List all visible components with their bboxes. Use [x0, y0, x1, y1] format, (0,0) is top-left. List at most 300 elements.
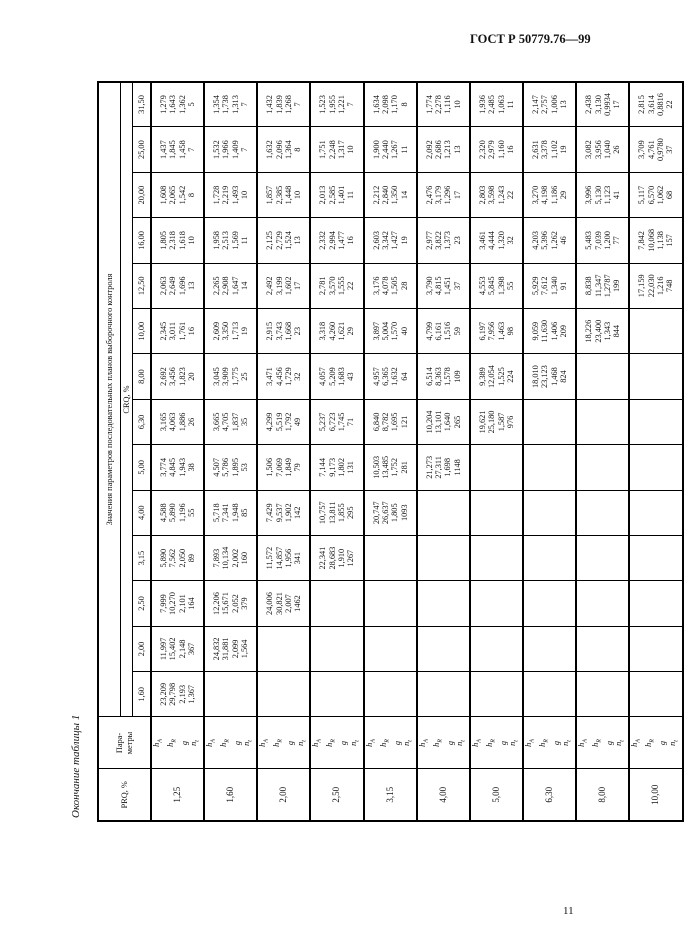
cell-value: 1,683 [337, 367, 347, 386]
cell-value: 1,062 [655, 185, 665, 205]
empty-cell [417, 581, 470, 626]
table-cell [204, 308, 257, 353]
table-cell [151, 218, 204, 263]
param-label [605, 718, 614, 769]
crq-column-label: 6,30 [133, 399, 152, 444]
cell-value: 5,483 [584, 231, 594, 250]
cell-value: 20 [186, 372, 196, 381]
param-label [591, 718, 605, 769]
params-cell [364, 717, 417, 769]
cell-value: 1,243 [496, 185, 506, 205]
param-symbol: g [392, 740, 402, 746]
empty-cell [257, 672, 310, 717]
cell-value: 1,123 [602, 185, 612, 205]
param-subscript: A [210, 739, 217, 743]
cell-value: 1,839 [274, 95, 284, 114]
cell-value: 23 [293, 327, 303, 336]
cell-value: 2,332 [318, 231, 328, 250]
sequential-sampling-plans-table [97, 81, 684, 822]
cell-value: 131 [346, 461, 356, 474]
cell-value: 46 [558, 236, 568, 245]
param-label [485, 718, 499, 769]
cell-value: 1,958 [212, 231, 222, 250]
cell-value: 2,098 [380, 95, 390, 114]
prq-value: 5,00 [470, 769, 523, 821]
cell-value: 1,477 [337, 231, 347, 250]
table-cell [523, 127, 576, 172]
params-cell [629, 717, 682, 769]
cell-value: 1,936 [477, 95, 487, 114]
empty-cell [310, 626, 363, 671]
param-symbol: n [614, 741, 624, 746]
cell-value: 71 [346, 417, 356, 427]
param-symbol: h [311, 742, 321, 747]
cell-value: 38 [186, 463, 196, 472]
cell-value: 3,130 [593, 95, 603, 114]
table-cell [629, 263, 682, 308]
table-cell [417, 399, 470, 444]
param-subscript: R [543, 739, 550, 743]
table-cell [470, 172, 523, 217]
cell-value: 41 [612, 190, 622, 200]
cell-value: 1,647 [230, 276, 240, 296]
cell-value: 1,216 [655, 276, 665, 296]
empty-cell [523, 581, 576, 626]
table-cell [204, 626, 257, 671]
param-symbol: g [286, 740, 296, 746]
param-label [233, 718, 242, 769]
cell-value: 1,955 [327, 95, 337, 114]
table-cell [523, 82, 576, 127]
cell-value: 2,686 [434, 140, 444, 159]
cell-value: 91 [558, 281, 568, 290]
param-subscript: t [194, 740, 201, 742]
cell-value: 1,569 [230, 231, 240, 250]
cell-value: 13 [293, 236, 303, 245]
cell-value: 2,476 [424, 185, 434, 205]
param-symbol: h [470, 742, 480, 747]
cell-value: 2,385 [274, 185, 284, 205]
cell-value: 17 [452, 190, 462, 200]
cell-value: 23,123 [540, 365, 550, 388]
cell-value: 1,587 [496, 412, 506, 432]
cell-value: 2,438 [584, 95, 594, 114]
empty-cell [629, 399, 682, 444]
param-label [339, 718, 348, 769]
cell-value: 27,311 [434, 456, 444, 479]
empty-cell [470, 626, 523, 671]
cell-value: 4,815 [434, 276, 444, 296]
cell-value: 18,010 [531, 365, 541, 388]
cell-value: 1,340 [549, 276, 559, 296]
cell-value: 0,9934 [602, 93, 612, 116]
table-cell [151, 263, 204, 308]
cell-value: 2,345 [158, 321, 168, 341]
cell-value: 20,747 [371, 501, 381, 525]
cell-value: 1,761 [177, 321, 187, 341]
param-label [393, 718, 402, 769]
table-cell [576, 172, 629, 217]
cell-value: 2,840 [380, 185, 390, 205]
cell-value: 1,523 [318, 95, 328, 114]
param-symbol: n [454, 741, 464, 746]
table-row [417, 82, 470, 821]
table-cell [629, 218, 682, 263]
param-label [614, 718, 628, 769]
cell-value: 1,432 [265, 95, 275, 114]
cell-value: 11,630 [540, 319, 550, 343]
table-cell [204, 399, 257, 444]
cell-value: 4,845 [168, 458, 178, 477]
table-cell [470, 399, 523, 444]
cell-value: 2,002 [230, 548, 240, 568]
param-label [561, 718, 575, 769]
cell-value: 25 [240, 372, 250, 381]
cell-value: 3,270 [531, 185, 541, 205]
cell-value: 1,695 [390, 412, 400, 432]
table-cell [364, 308, 417, 353]
param-symbol: h [219, 742, 229, 747]
cell-value: 1,857 [265, 185, 275, 205]
cell-value: 1,713 [230, 321, 240, 341]
cell-value: 1,632 [390, 367, 400, 386]
cell-value: 1,506 [265, 458, 275, 477]
cell-value: 1,362 [177, 95, 187, 114]
cell-value: 1,618 [177, 231, 187, 250]
param-label [152, 718, 166, 769]
empty-cell [629, 535, 682, 580]
params-cell [204, 717, 257, 769]
param-subscript: A [263, 739, 270, 743]
cell-value: 64 [399, 372, 409, 381]
cell-value: 37 [452, 281, 462, 290]
cell-value: 3,461 [477, 231, 487, 250]
table-row [310, 82, 363, 821]
empty-cell [629, 490, 682, 535]
cell-value: 1,213 [443, 140, 453, 159]
param-symbol: g [233, 740, 243, 746]
cell-value: 10,270 [168, 592, 178, 615]
cell-value: 1,845 [168, 140, 178, 159]
table-cell [151, 399, 204, 444]
param-label [630, 718, 644, 769]
cell-value: 7 [346, 102, 356, 107]
cell-value: 7,999 [158, 594, 168, 613]
cell-value: 13 [558, 100, 568, 109]
cell-value: 1,451 [443, 276, 453, 296]
cell-value: 1,564 [240, 639, 250, 659]
cell-value: 55 [505, 281, 515, 290]
cell-value: 1,468 [549, 367, 559, 386]
cell-value: 19 [558, 145, 568, 154]
table-cell [470, 354, 523, 399]
cell-value: 4,456 [274, 367, 284, 386]
cell-value: 1093 [399, 504, 409, 522]
cell-value: 2,096 [274, 140, 284, 159]
cell-value: 1,350 [390, 185, 400, 205]
empty-cell [576, 535, 629, 580]
cell-value: 13,811 [327, 501, 337, 524]
crq-column-label: 8,00 [133, 354, 152, 399]
empty-cell [470, 445, 523, 490]
param-label [577, 718, 591, 769]
param-subscript: A [370, 739, 377, 743]
cell-value: 2,318 [168, 231, 178, 250]
empty-cell [629, 308, 682, 353]
table-cell [204, 354, 257, 399]
prq-header: PRQ, % [98, 769, 151, 821]
cell-value: 1,542 [177, 185, 187, 205]
cell-value: 12,054 [487, 365, 497, 388]
param-symbol: g [339, 740, 349, 746]
cell-value: 1,525 [496, 367, 506, 386]
cell-value: 3,570 [327, 276, 337, 296]
empty-cell [470, 581, 523, 626]
cell-value: 1,279 [158, 95, 168, 114]
cell-value: 7,893 [212, 548, 222, 568]
param-symbol: n [189, 741, 199, 746]
cell-value: 2,248 [327, 140, 337, 159]
cell-value: 2,007 [283, 594, 293, 613]
cell-value: 15,402 [168, 637, 178, 661]
param-label [311, 718, 325, 769]
cell-value: 1,505 [390, 276, 400, 296]
param-label [446, 718, 455, 769]
cell-value: 11,572 [265, 546, 275, 570]
cell-value: 9,059 [531, 321, 541, 341]
cell-value: 1,837 [230, 412, 240, 432]
cell-value: 5,718 [212, 503, 222, 523]
cell-value: 2,440 [380, 140, 390, 159]
table-cell [204, 172, 257, 217]
cell-value: 37 [665, 145, 675, 154]
cell-value: 2,977 [424, 231, 434, 250]
table-cell [417, 218, 470, 263]
cell-value: 53 [240, 463, 250, 472]
param-symbol: n [667, 741, 677, 746]
table-cell [151, 626, 204, 671]
cell-value: 2,320 [477, 140, 487, 159]
cell-value: 1,160 [496, 140, 506, 159]
cell-value: 5,845 [487, 276, 497, 296]
cell-value: 4,705 [221, 412, 231, 432]
cell-value: 10 [186, 236, 196, 245]
cell-value: 6,570 [646, 185, 656, 205]
params-cell [417, 717, 470, 769]
table-cell [204, 490, 257, 535]
param-symbol: h [577, 742, 587, 747]
param-subscript: R [596, 739, 603, 743]
cell-value: 22 [346, 281, 356, 290]
param-label [418, 718, 432, 769]
crq-column-label: 20,00 [133, 172, 152, 217]
table-cell [204, 127, 257, 172]
prq-value: 2,00 [257, 769, 310, 821]
cell-value: 379 [240, 597, 250, 610]
param-subscript: R [384, 739, 391, 743]
param-label [644, 718, 658, 769]
table-cell [204, 581, 257, 626]
cell-value: 1,196 [177, 503, 187, 523]
param-symbol: h [538, 742, 548, 747]
cell-value: 7,562 [168, 548, 178, 568]
cell-value: 1,354 [212, 95, 222, 114]
cell-value: 2,915 [265, 321, 275, 341]
cell-value: 14,857 [274, 546, 284, 570]
empty-cell [576, 581, 629, 626]
cell-value: 3,045 [212, 367, 222, 386]
table-cell [576, 218, 629, 263]
cell-value: 2,513 [221, 231, 231, 250]
table-row [364, 82, 417, 821]
table-continuation-caption: Окончание таблицы 1 [70, 714, 82, 818]
cell-value: 16 [186, 327, 196, 336]
table-row [576, 82, 629, 821]
cell-value: 1,895 [230, 458, 240, 477]
cell-value: 15,671 [221, 592, 231, 615]
cell-value: 17 [612, 100, 622, 109]
cell-value: 4,588 [158, 503, 168, 523]
cell-value: 2,908 [221, 276, 231, 296]
cell-value: 7 [240, 147, 250, 152]
cell-value: 3,897 [371, 321, 381, 341]
cell-value: 1,751 [318, 140, 328, 159]
table-body [151, 82, 683, 821]
table-cell [417, 445, 470, 490]
cell-value: 1,102 [549, 140, 559, 159]
param-label [205, 718, 219, 769]
param-symbol: h [258, 742, 268, 747]
param-label [349, 718, 363, 769]
cell-value: 0,8816 [655, 93, 665, 116]
crq-column-label: 16,00 [133, 218, 152, 263]
cell-value: 9,389 [477, 367, 487, 386]
cell-value: 1,458 [177, 140, 187, 159]
cell-value: 5,209 [327, 367, 337, 386]
empty-cell [576, 445, 629, 490]
param-symbol: n [401, 741, 411, 746]
cell-value: 0,9780 [655, 138, 665, 162]
param-label [219, 718, 233, 769]
cell-value: 1,729 [283, 367, 293, 386]
cell-value: 10,757 [318, 501, 328, 525]
cell-value: 1,621 [337, 321, 347, 341]
table-cell [257, 354, 310, 399]
cell-value: 23 [452, 236, 462, 245]
param-symbol: g [445, 740, 455, 746]
cell-value: 1,063 [496, 95, 506, 114]
empty-cell [364, 535, 417, 580]
cell-value: 3,199 [274, 276, 284, 296]
table-cell [364, 82, 417, 127]
empty-cell [629, 581, 682, 626]
cell-value: 3,176 [371, 276, 381, 296]
document-code: ГОСТ Р 50779.76—99 [470, 32, 591, 46]
cell-value: 22,030 [646, 274, 656, 298]
table-cell [364, 445, 417, 490]
table-row [629, 82, 682, 821]
cell-value: 11 [505, 100, 515, 109]
cell-value: 1,268 [283, 95, 293, 114]
cell-value: 2,649 [168, 276, 178, 296]
param-symbol: g [605, 740, 615, 746]
cell-value: 16 [346, 236, 356, 245]
param-subscript: t [301, 740, 308, 742]
empty-cell [417, 490, 470, 535]
cell-value: 2,729 [274, 231, 284, 250]
table-cell [470, 218, 523, 263]
param-symbol: g [552, 740, 561, 746]
table-cell [417, 354, 470, 399]
param-symbol: n [348, 741, 358, 746]
param-label [432, 718, 446, 769]
cell-value: 5,237 [318, 412, 328, 432]
crq-column-label: 25,00 [133, 127, 152, 172]
prq-value: 3,15 [364, 769, 417, 821]
table-cell [470, 82, 523, 127]
rotated-table-wrapper [97, 82, 680, 822]
cell-value: 341 [293, 551, 303, 565]
empty-cell [576, 399, 629, 444]
cell-value: 3,456 [168, 367, 178, 386]
empty-cell [523, 490, 576, 535]
cell-value: 1,343 [602, 321, 612, 341]
param-symbol: n [561, 741, 571, 746]
table-cell [310, 308, 363, 353]
param-symbol: h [165, 742, 175, 747]
table-cell [151, 82, 204, 127]
cell-value: 3,790 [424, 276, 434, 296]
table-row [151, 82, 204, 821]
cell-value: 1,943 [177, 458, 187, 477]
table-cell [310, 490, 363, 535]
cell-value: 3,471 [265, 367, 275, 386]
cell-value: 2,219 [221, 185, 231, 205]
cell-value: 1,006 [549, 95, 559, 114]
cell-value: 7,039 [593, 231, 603, 250]
table-cell [151, 172, 204, 217]
cell-value: 1,317 [337, 140, 347, 159]
empty-cell [523, 399, 576, 444]
cell-value: 2,092 [424, 140, 434, 159]
empty-cell [629, 672, 682, 717]
crq-column-label: 2,50 [133, 581, 152, 626]
cell-value: 7 [186, 147, 196, 152]
cell-value: 7 [293, 102, 303, 107]
param-label [499, 718, 508, 769]
cell-value: 1,643 [168, 95, 178, 114]
cell-value: 2,631 [531, 140, 541, 159]
cell-value: 13,485 [380, 455, 390, 479]
cell-value: 1,532 [212, 140, 222, 159]
cell-value: 2,125 [265, 231, 275, 250]
table-cell [523, 172, 576, 217]
param-subscript: A [636, 739, 643, 743]
params-cell [523, 717, 576, 769]
param-label [552, 718, 561, 769]
cell-value: 5,519 [274, 412, 284, 432]
crq-header: CRQ, % [121, 82, 133, 717]
cell-value: 18,226 [584, 319, 594, 343]
cell-value: 8,363 [434, 367, 444, 386]
table-cell [417, 263, 470, 308]
cell-value: 1,855 [337, 503, 347, 523]
cell-value: 1,775 [230, 367, 240, 386]
cell-value: 68 [665, 190, 675, 200]
param-symbol: h [644, 742, 654, 747]
cell-value: 199 [612, 279, 622, 293]
cell-value: 4,203 [531, 231, 541, 250]
